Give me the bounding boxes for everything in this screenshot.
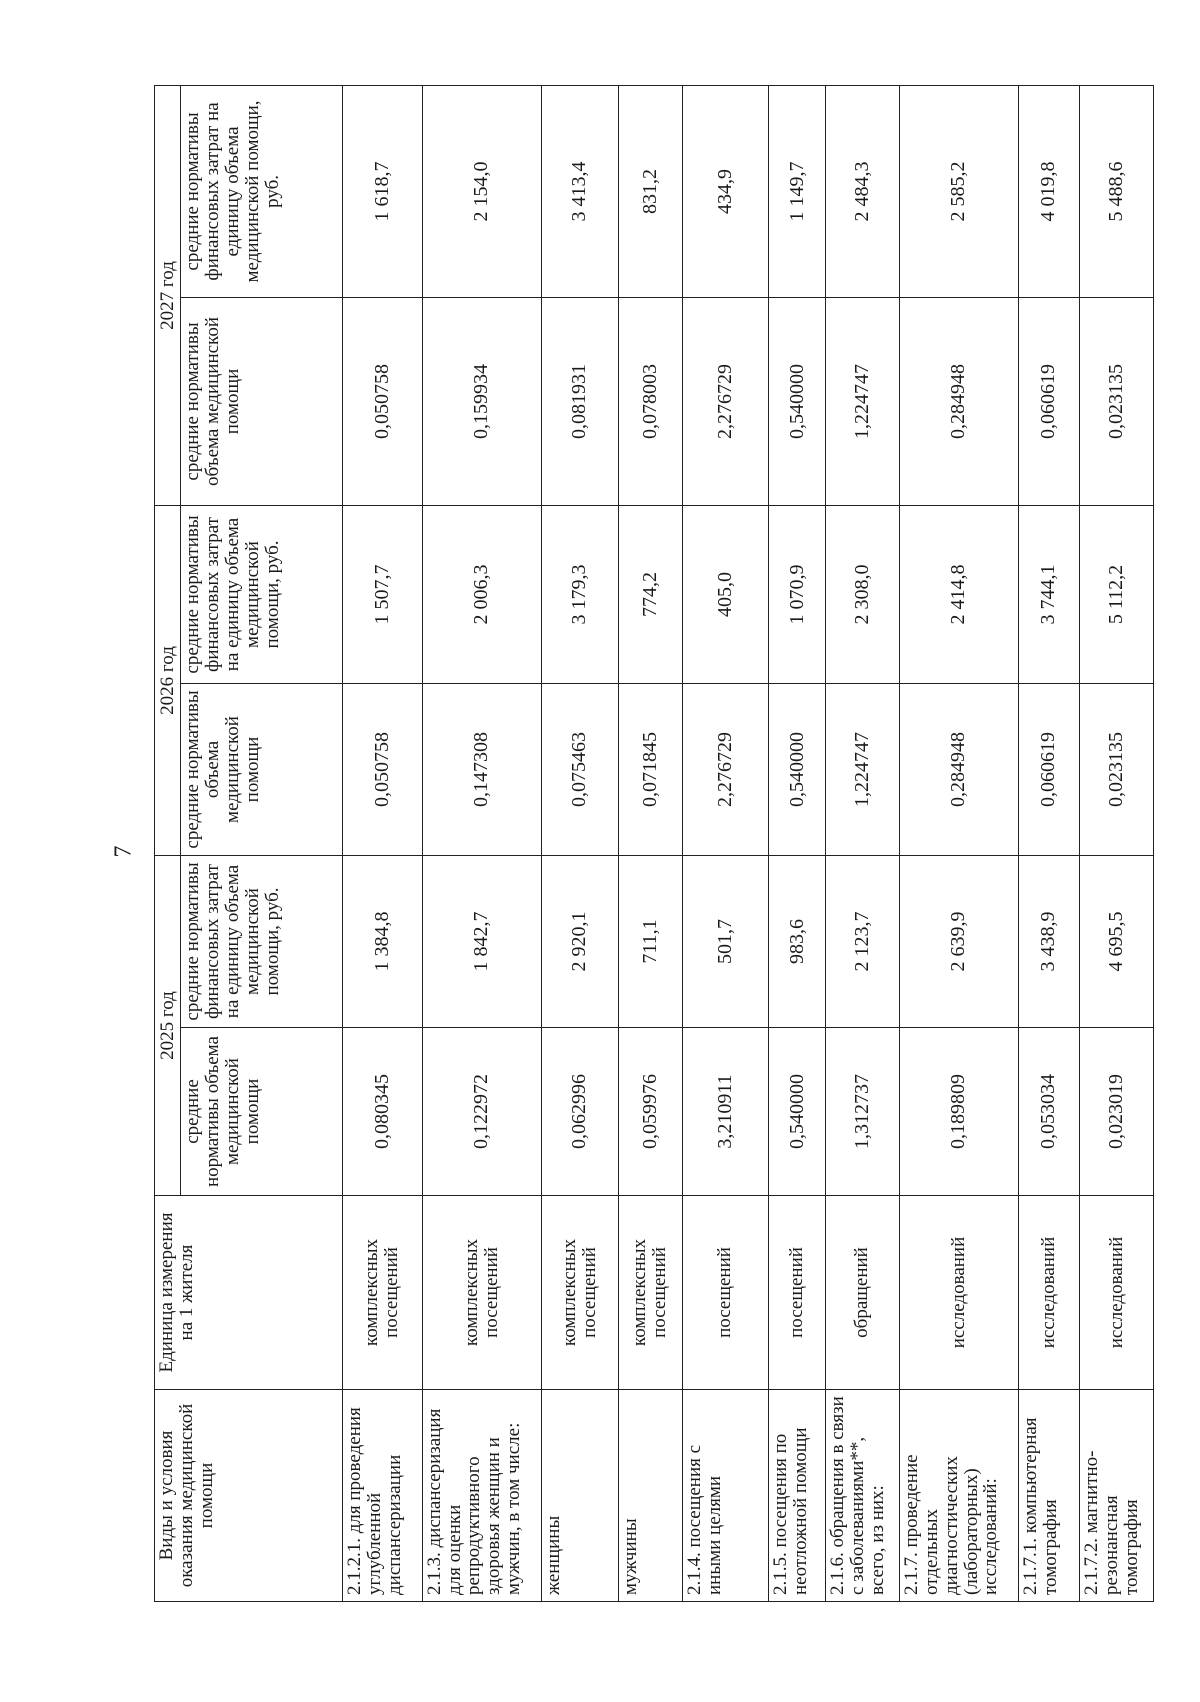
cell-cost-2026: 2 006,3 (422, 505, 541, 683)
row-label: 2.1.6. обращения в связи с заболеваниями**, всего, из них: (826, 1390, 900, 1602)
row-label: 2.1.7.2. магнитно-резонансная томография (1080, 1390, 1154, 1602)
row-unit: комплексных посещений (343, 1196, 423, 1390)
cell-volume-2027: 0,081931 (541, 297, 618, 505)
row-unit: исследований (1080, 1196, 1154, 1390)
cell-volume-2026: 2,276729 (682, 683, 768, 855)
cell-volume-2025: 0,189809 (899, 1028, 1018, 1196)
norms-table (154, 85, 1154, 1602)
cell-volume-2025: 0,080345 (343, 1028, 423, 1196)
cell-volume-2025: 0,053034 (1018, 1028, 1079, 1196)
header-unit: Единица измерения на 1 жителя (155, 1196, 343, 1390)
row-label: 2.1.7.1. компьютерная томография (1018, 1390, 1079, 1602)
row-label: 2.1.4. посещения с иными целями (682, 1390, 768, 1602)
cell-cost-2027: 2 585,2 (899, 85, 1018, 297)
table-row (343, 85, 423, 1601)
cell-cost-2026: 1 070,9 (769, 505, 826, 683)
header-cost-2026: средние нормативы финансовых затрат на единицу объема медицинской помощи, руб. (181, 505, 343, 683)
cell-cost-2027: 1 618,7 (343, 85, 423, 297)
table-row (899, 85, 1018, 1601)
row-unit: комплексных посещений (619, 1196, 683, 1390)
cell-volume-2026: 0,060619 (1018, 683, 1079, 855)
table-row (422, 85, 541, 1601)
table-row (1080, 85, 1154, 1601)
cell-volume-2026: 0,023135 (1080, 683, 1154, 855)
cell-cost-2026: 774,2 (619, 505, 683, 683)
header-volume-2027: средние нормативы объема медицинской помощи (181, 297, 343, 505)
row-unit: обращений (826, 1196, 900, 1390)
rotated-table-container (154, 86, 1154, 1602)
cell-volume-2025: 1,312737 (826, 1028, 900, 1196)
cell-cost-2026: 3 179,3 (541, 505, 618, 683)
row-label: 2.1.5. посещения по неотложной помощи (769, 1390, 826, 1602)
header-year-2025: 2025 год (155, 855, 181, 1195)
cell-volume-2025: 0,059976 (619, 1028, 683, 1196)
row-label: женщины (541, 1390, 618, 1602)
cell-cost-2025: 711,1 (619, 855, 683, 1027)
cell-volume-2025: 3,210911 (682, 1028, 768, 1196)
cell-cost-2026: 2 414,8 (899, 505, 1018, 683)
cell-cost-2025: 2 920,1 (541, 855, 618, 1027)
row-label: 2.1.3. диспансеризация для оценки репродуктивного здоровья женщин и мужчин, в том числе: (422, 1390, 541, 1602)
header-volume-2026: средние нормативы объема медицинской помощи (181, 683, 343, 855)
cell-cost-2027: 4 019,8 (1018, 85, 1079, 297)
cell-cost-2027: 1 149,7 (769, 85, 826, 297)
cell-cost-2026: 5 112,2 (1080, 505, 1154, 683)
cell-cost-2026: 3 744,1 (1018, 505, 1079, 683)
header-type: Виды и условия оказания медицинской помощи (155, 1390, 343, 1602)
cell-cost-2025: 1 842,7 (422, 855, 541, 1027)
cell-cost-2025: 501,7 (682, 855, 768, 1027)
table-row (826, 85, 900, 1601)
table-row (541, 85, 618, 1601)
cell-cost-2025: 2 639,9 (899, 855, 1018, 1027)
page-number: 7 (110, 845, 137, 858)
row-unit: комплексных посещений (422, 1196, 541, 1390)
table-row (1018, 85, 1079, 1601)
cell-cost-2027: 831,2 (619, 85, 683, 297)
cell-volume-2025: 0,023019 (1080, 1028, 1154, 1196)
table-row (619, 85, 683, 1601)
cell-volume-2027: 0,050758 (343, 297, 423, 505)
cell-volume-2027: 0,023135 (1080, 297, 1154, 505)
cell-volume-2027: 0,284948 (899, 297, 1018, 505)
cell-cost-2025: 1 384,8 (343, 855, 423, 1027)
cell-volume-2025: 0,122972 (422, 1028, 541, 1196)
cell-cost-2025: 4 695,5 (1080, 855, 1154, 1027)
cell-volume-2027: 0,060619 (1018, 297, 1079, 505)
cell-volume-2025: 0,062996 (541, 1028, 618, 1196)
cell-volume-2027: 1,224747 (826, 297, 900, 505)
table-row (682, 85, 768, 1601)
cell-cost-2025: 3 438,9 (1018, 855, 1079, 1027)
cell-cost-2027: 5 488,6 (1080, 85, 1154, 297)
header-cost-2027: средние нормативы финансовых затрат на единицу объема медицинской помощи, руб. (181, 85, 343, 297)
cell-cost-2026: 1 507,7 (343, 505, 423, 683)
cell-volume-2027: 0,159934 (422, 297, 541, 505)
cell-volume-2026: 0,050758 (343, 683, 423, 855)
cell-cost-2025: 983,6 (769, 855, 826, 1027)
row-unit: комплексных посещений (541, 1196, 618, 1390)
row-unit: посещений (769, 1196, 826, 1390)
table-row (769, 85, 826, 1601)
cell-cost-2025: 2 123,7 (826, 855, 900, 1027)
header-cost-2025: средние нормативы финансовых затрат на единицу объема медицинской помощи, руб. (181, 855, 343, 1027)
header-year-2026: 2026 год (155, 505, 181, 855)
row-label: мужчины (619, 1390, 683, 1602)
cell-volume-2026: 0,075463 (541, 683, 618, 855)
cell-volume-2026: 1,224747 (826, 683, 900, 855)
cell-cost-2026: 2 308,0 (826, 505, 900, 683)
header-volume-2025: средние нормативы объема медицинской помощи (181, 1028, 343, 1196)
cell-volume-2027: 0,540000 (769, 297, 826, 505)
cell-cost-2026: 405,0 (682, 505, 768, 683)
cell-volume-2025: 0,540000 (769, 1028, 826, 1196)
cell-cost-2027: 434,9 (682, 85, 768, 297)
cell-cost-2027: 2 154,0 (422, 85, 541, 297)
header-year-2027: 2027 год (155, 85, 181, 505)
row-unit: исследований (1018, 1196, 1079, 1390)
cell-cost-2027: 2 484,3 (826, 85, 900, 297)
cell-volume-2026: 0,147308 (422, 683, 541, 855)
cell-volume-2026: 0,284948 (899, 683, 1018, 855)
row-label: 2.1.2.1. для проведения углубленной диспансеризации (343, 1390, 423, 1602)
row-unit: исследований (899, 1196, 1018, 1390)
cell-volume-2026: 0,540000 (769, 683, 826, 855)
cell-volume-2027: 2,276729 (682, 297, 768, 505)
row-unit: посещений (682, 1196, 768, 1390)
cell-cost-2027: 3 413,4 (541, 85, 618, 297)
cell-volume-2027: 0,078003 (619, 297, 683, 505)
row-label: 2.1.7. проведение отдельных диагностических (лабораторных) исследований: (899, 1390, 1018, 1602)
cell-volume-2026: 0,071845 (619, 683, 683, 855)
